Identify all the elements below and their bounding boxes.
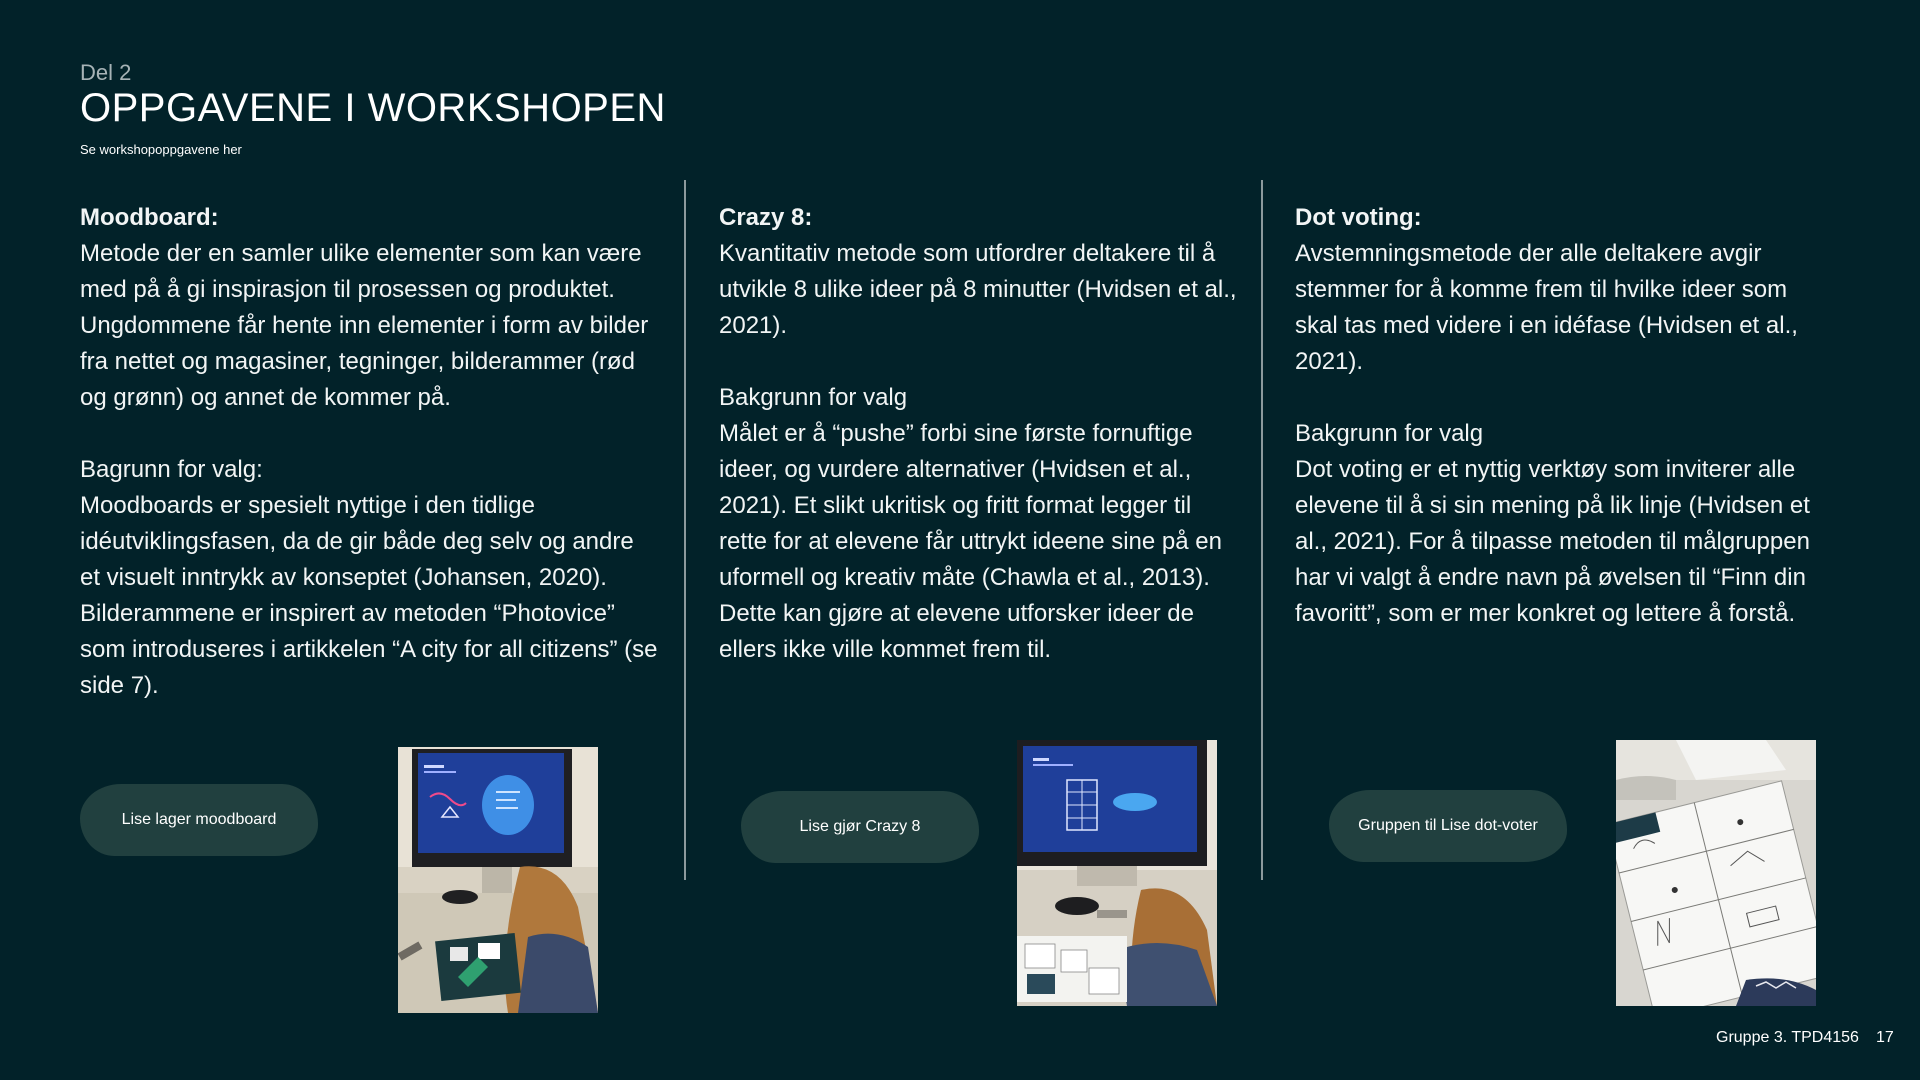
- dotvoting-description: Avstemningsmetode der alle deltakere avgir stemmer for å komme frem til hvilke ideer som skal tas med videre i en idéfase (Hvidsen et al., 2021).: [1295, 240, 1798, 375]
- moodboard-reason-text: Moodboards er spesielt nyttige i den tidlige idéutviklingsfasen, da de gir både deg selv og andre et visuelt inntrykk av konseptet (Johansen, 2020). Bilderammene er inspirert av metoden “Photovice” som introduseres i artikkelen “A city for all citizens” (se side 7).: [80, 492, 658, 699]
- crazy8-description: Kvantitativ metode som utfordrer deltakere til å utvikle 8 ulike ideer på 8 minutter (Hvidsen et al., 2021).: [719, 240, 1237, 339]
- moodboard-column: [80, 200, 660, 704]
- crazy8-photo: [1017, 740, 1217, 1006]
- dotvoting-reason-text: Dot voting er et nyttig verktøy som inviterer alle elevene til å si sin mening på lik linje (Hvidsen et al., 2021). For å tilpasse metoden til målgruppen har vi valgt å endre navn på øvelsen til “Finn din favoritt”, som er mer konkret og lettere å forstå.: [1295, 456, 1810, 627]
- dotvoting-heading: Dot voting:: [1295, 204, 1422, 231]
- column-divider: [684, 180, 686, 880]
- dotvoting-caption: Gruppen til Lise dot-voter: [1329, 790, 1567, 862]
- moodboard-caption: Lise lager moodboard: [80, 784, 318, 856]
- dotvoting-reason-heading: Bakgrunn for valg: [1295, 420, 1484, 447]
- crazy8-caption: Lise gjør Crazy 8: [741, 791, 979, 863]
- slide-kicker: Del 2: [80, 60, 132, 85]
- crazy8-reason-heading: Bakgrunn for valg: [719, 384, 908, 411]
- crazy8-column: [719, 200, 1239, 668]
- moodboard-heading: Moodboard:: [80, 204, 219, 231]
- moodboard-photo: [398, 747, 598, 1013]
- moodboard-description: Metode der en samler ulike elementer som kan være med på å gi inspirasjon til prosessen og produktet. Ungdommene får hente inn elementer i form av bilder fra nettet og magasiner, tegninger, bilderammer (rød og grønn) og annet de kommer på.: [80, 240, 649, 411]
- moodboard-reason-heading: Bagrunn for valg:: [80, 456, 263, 483]
- slide-title: OPPGAVENE I WORKSHOPEN: [80, 86, 666, 130]
- dotvoting-photo: [1616, 740, 1816, 1006]
- column-divider: [1261, 180, 1263, 880]
- slide-subtitle: Se workshopoppgavene her: [80, 142, 242, 157]
- footer-group-label: Gruppe 3. TPD4156: [1716, 1029, 1859, 1046]
- crazy8-reason-text: Målet er å “pushe” forbi sine første fornuftige ideer, og vurdere alternativer (Hvidsen et al., 2021). Et slikt ukritisk og fritt format legger til rette for at elevene får uttrykt ideene sine på en uformell og kreativ måte (Chawla et al., 2013). Dette kan gjøre at elevene utforsker ideer de ellers ikke ville kommet frem til.: [719, 420, 1222, 663]
- page-number: 17: [1876, 1029, 1894, 1046]
- dotvoting-column: [1295, 200, 1835, 632]
- crazy8-heading: Crazy 8:: [719, 204, 813, 231]
